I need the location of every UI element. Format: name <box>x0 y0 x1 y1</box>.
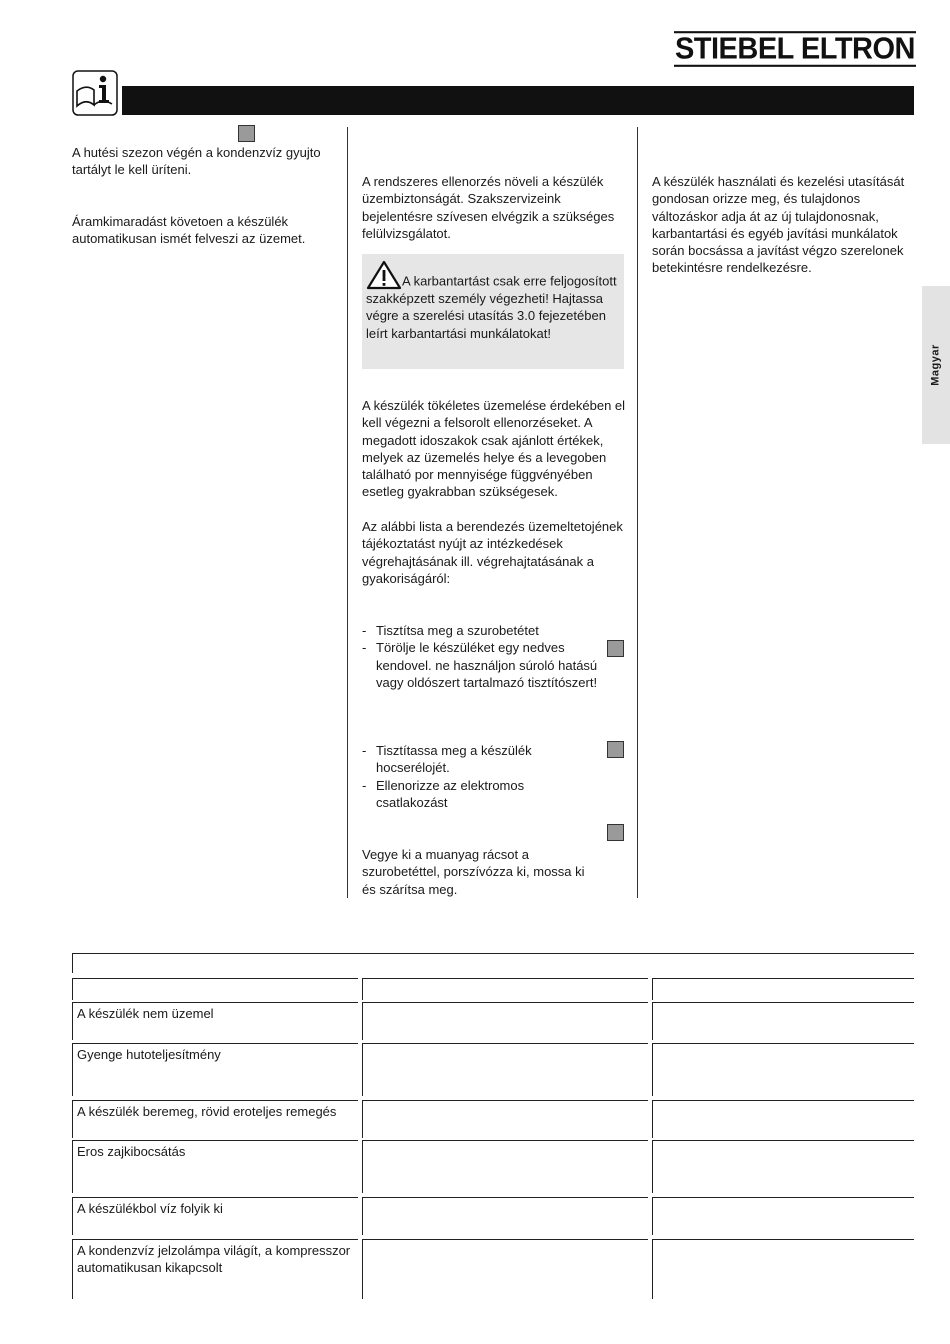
col2-paragraph: Vegye ki a muanyag rácsot a szurobetéttel, porszívózza ki, mossa ki és szárítsa meg. <box>362 847 585 897</box>
remedy-cell <box>652 1239 914 1299</box>
list-item: - Ellenorizze az elektromos csatlakozást <box>362 777 598 812</box>
remedy-cell <box>652 1140 914 1193</box>
remedy-cell <box>652 1197 914 1235</box>
maintenance-list <box>362 742 598 811</box>
table-row <box>72 1100 914 1138</box>
col1-paragraph: Áramkimaradást követoen a készülék automatikusan ismét felveszi az üzemet. <box>72 214 306 247</box>
problem-cell: A készülék beremeg, rövid eroteljes remegés <box>72 1100 358 1138</box>
col2-paragraph: A készülék tökéletes üzemelése érdekében el kell végezni a felsorolt ellenorzéseket. A megadott idoszakok csak ajánlott értékek, melyek az üzemelés helye és a levegoben található por mennyisége függvényében esetleg gyakrabban szükségesek. <box>362 398 626 500</box>
column-divider <box>347 127 348 898</box>
warning-triangle-icon <box>366 260 402 290</box>
cause-cell <box>362 1239 648 1299</box>
col2-paragraph: A rendszeres ellenorzés növeli a készülék üzembiztonságát. Szakszervizeink bejelentésre szívesen elvégzik a szükséges felülvizsgálatot. <box>362 174 615 241</box>
problem-cell: A készülék nem üzemel <box>72 1002 358 1040</box>
brand-logo: STIEBEL ELTRON <box>674 32 915 66</box>
language-tab-label: Magyar <box>929 344 942 386</box>
cause-cell <box>362 1100 648 1138</box>
table-row <box>72 1239 914 1299</box>
col2-paragraph: Az alábbi lista a berendezés üzemeltetojének tájékoztatást nyújt az intézkedések végrehajtásának ill. végrehajtatásának a gyakoriságáról: <box>362 519 623 586</box>
remedy-cell <box>652 1002 914 1040</box>
table-header-cell <box>72 978 358 1000</box>
problem-cell: A kondenzvíz jelzolámpa világít, a kompresszor automatikusan kikapcsolt <box>72 1239 358 1299</box>
marker-box <box>607 741 624 758</box>
table-row <box>72 1002 914 1040</box>
table-title-row <box>72 953 914 973</box>
table-row <box>72 1043 914 1096</box>
header-bar <box>122 86 914 115</box>
maintenance-list <box>362 622 598 691</box>
info-book-icon <box>72 70 118 116</box>
remedy-cell <box>652 1100 914 1138</box>
marker-box <box>238 125 255 142</box>
problem-cell: Eros zajkibocsátás <box>72 1140 358 1193</box>
table-header-cell <box>652 978 914 1000</box>
col3-paragraph: A készülék használati és kezelési utasítását gondosan orizze meg, és tulajdonos változáskor adja át az új tulajdonosnak, karbantartási és egyéb javítási munkálatok során bocsássa a javítást végzo szerelonek betekintésre rendelkezésre. <box>652 174 905 276</box>
remedy-cell <box>652 1043 914 1096</box>
warning-text: A karbantartást csak erre feljogosított szakképzett személy végezheti! Hajtassa végre a szerelési utasítás 3.0 fejezetében leírt karbantartási munkálatokat! <box>366 273 617 341</box>
table-row <box>72 1197 914 1235</box>
list-item: - Tisztítsa meg a szurobetétet <box>362 622 598 639</box>
problem-cell: Gyenge hutoteljesítmény <box>72 1043 358 1096</box>
problem-cell: A készülékbol víz folyik ki <box>72 1197 358 1235</box>
cause-cell <box>362 1043 648 1096</box>
col1-paragraph: A hutési szezon végén a kondenzvíz gyujto tartályt le kell üríteni. <box>72 145 321 178</box>
column-divider <box>637 127 638 898</box>
marker-box <box>607 824 624 841</box>
marker-box <box>607 640 624 657</box>
table-header-cell <box>362 978 648 1000</box>
table-row <box>72 1140 914 1193</box>
cause-cell <box>362 1197 648 1235</box>
cause-cell <box>362 1002 648 1040</box>
list-item: - Tisztítassa meg a készülék hocserélojét. <box>362 742 598 777</box>
list-item: - Törölje le készüléket egy nedves kendovel. ne használjon súroló hatású vagy oldószert tartalmazó tisztítószert! <box>362 639 598 691</box>
warning-box <box>362 254 624 369</box>
table-header-row <box>72 978 914 1000</box>
language-tab[interactable] <box>922 286 950 444</box>
cause-cell <box>362 1140 648 1193</box>
